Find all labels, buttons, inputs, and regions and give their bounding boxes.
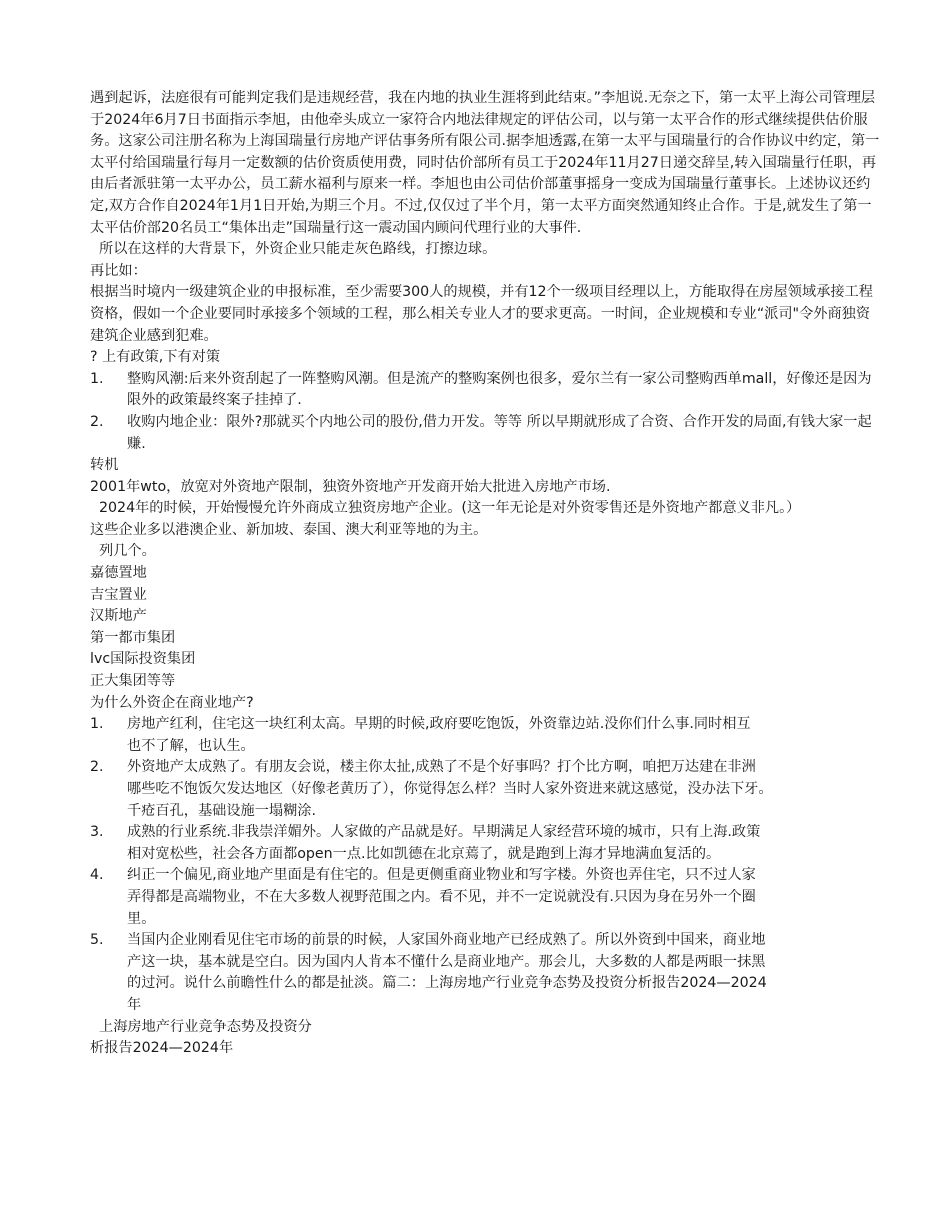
list-line: 外资地产太成熟了。有朋友会说，楼主你太扯,成熟了不是个好事吗？打个比方啊，咱把万达建在非洲	[127, 759, 756, 776]
report-title-line-1: 上海房地产行业竞争态势及投资分	[99, 1018, 312, 1035]
list-number: 5.	[90, 932, 104, 949]
list-line: 产这一块，基本就是空白。因为国内人肯本不懂什么是商业地产。那会儿，大多数的人都是两眼一抹黑	[127, 953, 766, 970]
paragraph-construction: 根据当时境内一级建筑企业的申报标准，至少需要300人的规模，并有12个一级项目经理以上，方能取得在房屋领域承接工程资格，假如一个企业要同时承接多个领域的工程，那么相关专业人才的要求更高。一时间，企业规模和专业“派司"令外商独资建筑企业感到犯难。	[90, 284, 873, 344]
document-page	[90, 88, 880, 1060]
list-item: 嘉德置地	[90, 565, 147, 582]
list-line: 千疮百孔，基础设施一塌糊涂.	[127, 802, 316, 819]
list-number: 2.	[90, 759, 104, 776]
list-item	[90, 930, 880, 1016]
list-item	[90, 865, 880, 930]
list-item: 汉斯地产	[90, 608, 147, 625]
list-item	[90, 822, 880, 865]
report-title-line-2: 析报告2024—2024年	[90, 1040, 234, 1057]
heading-why-foreign: 为什么外资企在商业地产?	[90, 694, 254, 711]
list-item	[90, 369, 880, 412]
list-line: 里。	[127, 910, 156, 927]
heading-policy: ? 上有政策,下有对策	[90, 349, 221, 366]
list-text: 收购内地企业：限外?那就买个内地公司的股份,借力开发。等等 所以早期就形成了合资、合作开发的局面,有钱大家一起赚.	[127, 413, 872, 452]
policy-list	[90, 369, 880, 455]
list-item: 吉宝置业	[90, 586, 147, 603]
list-item	[90, 714, 880, 757]
list-number: 1.	[90, 370, 104, 387]
list-line: 也不了解，也认生。	[127, 737, 255, 754]
list-line: 纠正一个偏见,商业地产里面是有住宅的。但是更侧重商业物业和写字楼。外资也弄住宅，只不过人家	[127, 867, 756, 884]
list-line: 相对宽松些，社会各方面都open一点.比如凯德在北京蔫了，就是跑到上海才异地满血复活的。	[127, 845, 721, 862]
list-line: 年	[127, 996, 142, 1013]
list-number: 2.	[90, 413, 104, 430]
paragraph-first-pacific: 遇到起诉，法庭很有可能判定我们是违规经营，我在内地的执业生涯将到此结束。”李旭说.无奈之下，第一太平上海公司管理层于2024年6月7日书面指示李旭，由他牵头成立一家符合内地法律规定的评估公司，以与第一太平合作的形式继续提供估价服务。这家公司注册名称为上海国瑞量行房地产评估事务所有限公司.据李旭透露,在第一太平与国瑞量行的合作协议中约定，第一太平付给国瑞量行每月一定数额的估价资质使用费，同时估价部所有员工于2024年11月27日递交辞呈,转入国瑞量行任职，再由后者派驻第一太平办公，员工薪水福利与原来一样。李旭也由公司估价部董事摇身一变成为国瑞量行董事长。上述协议还约定,双方合作自2024年1月1日开始,为期三个月。不过,仅仅过了半个月，第一太平方面突然通知终止合作。于是,就发生了第一太平估价部20名员工“集体出走”国瑞量行这一震动国内顾问代理行业的大事件.	[90, 90, 880, 236]
list-line: 弄得都是高端物业，不在大多数人视野范围之内。看不见，并不一定说就没有.只因为身在另外一个圈	[127, 888, 756, 905]
paragraph-wto: 2001年wto，放宽对外资地产限制，独资外资地产开发商开始大批进入房地产市场.	[90, 478, 611, 495]
company-list	[90, 563, 880, 693]
list-item	[90, 412, 880, 455]
paragraph-gray-route: 所以在这样的大背景下，外资企业只能走灰色路线，打擦边球。	[99, 241, 497, 258]
heading-turning-point: 转机	[90, 457, 119, 474]
list-line: 房地产红利，住宅这一块红利太高。早期的时候,政府要吃饱饭，外资靠边站.没你们什么事.同时相互	[127, 716, 751, 733]
list-line: 的过河。说什么前瞻性什么的都是扯淡。篇二：上海房地产行业竞争态势及投资分析报告2024—2024	[127, 975, 767, 992]
list-number: 4.	[90, 867, 104, 884]
list-line: 成熟的行业系统.非我崇洋媚外。人家做的产品就是好。早期满足人家经营环境的城市，只有上海.政策	[127, 824, 761, 841]
list-line: 哪些吃不饱饭欠发达地区（好像老黄历了），你觉得怎么样？当时人家外资进来就这感觉，没办法下牙。	[127, 781, 773, 797]
paragraph-regions: 这些企业多以港澳企业、新加坡、泰国、澳大利亚等地的为主。	[90, 521, 488, 538]
heading-another-example: 再比如：	[90, 262, 147, 279]
why-list	[90, 714, 880, 1016]
list-line: 当国内企业刚看见住宅市场的前景的时候，人家国外商业地产已经成熟了。所以外资到中国来，商业地	[127, 932, 766, 949]
list-item: 正大集团等等	[90, 673, 176, 690]
paragraph-2024: 2024年的时候，开始慢慢允许外商成立独资房地产企业。(这一年无论是对外资零售还是外资地产都意义非凡。）	[99, 500, 801, 517]
list-item: 第一都市集团	[90, 629, 176, 646]
list-item	[90, 757, 880, 822]
list-item: lvc国际投资集团	[90, 651, 196, 668]
paragraph-list-few: 列几个。	[99, 543, 156, 560]
list-text: 整购风潮:后来外资刮起了一阵整购风潮。但是流产的整购案例也很多，爱尔兰有一家公司整购西单mall，好像还是因为限外的政策最终案子挂掉了.	[127, 370, 872, 409]
list-number: 1.	[90, 716, 104, 733]
list-number: 3.	[90, 824, 104, 841]
